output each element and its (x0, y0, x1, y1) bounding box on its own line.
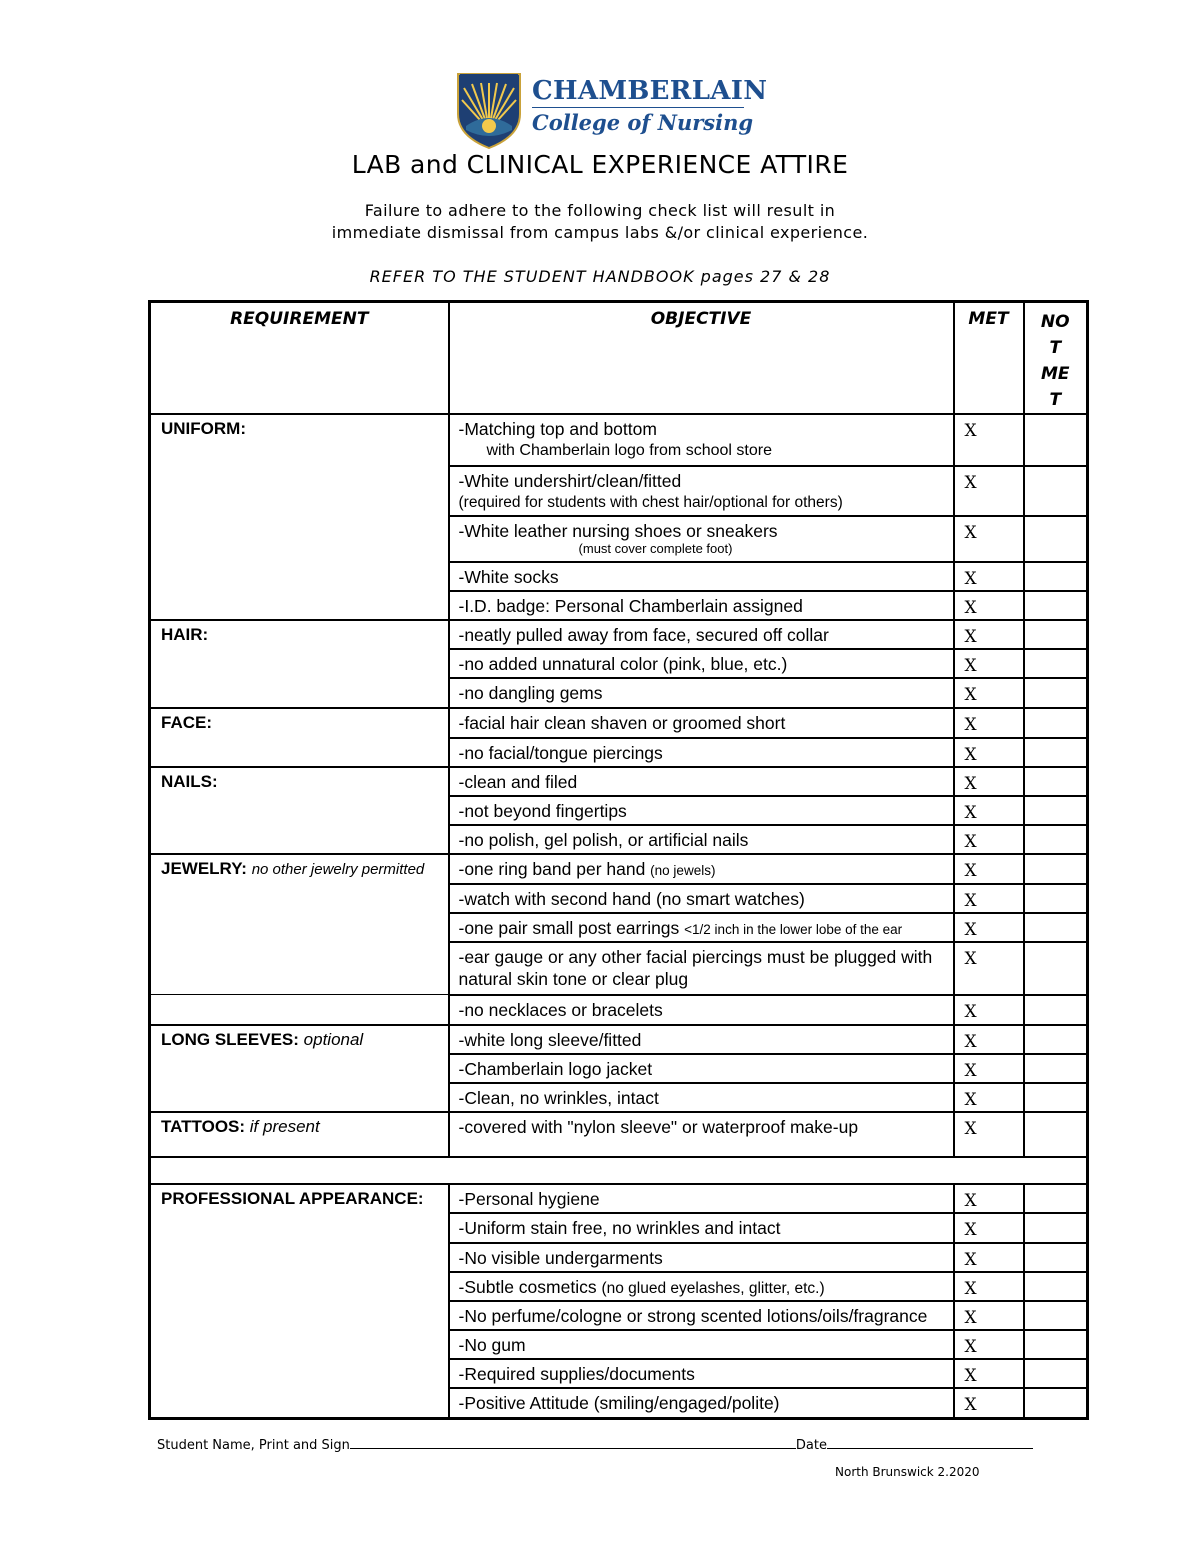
objective-subtext: (required for students with chest hair/optional for others) (458, 493, 843, 511)
header-not-met-line: NO (1040, 312, 1070, 332)
met-mark: X (954, 854, 1024, 884)
met-mark: X (954, 825, 1024, 854)
header-not-met-line: ME (1040, 364, 1070, 384)
header-requirement: REQUIREMENT (150, 302, 449, 415)
objective-text: -White undershirt/clean/fitted (458, 470, 682, 491)
logo-college-name: CHAMBERLAIN (532, 76, 768, 106)
category-uniform (150, 414, 449, 620)
category-hair (150, 620, 449, 707)
not-met-cell (1024, 1083, 1088, 1112)
not-met-cell (1024, 854, 1088, 884)
handbook-reference: REFER TO THE STUDENT HANDBOOK pages 27 & 28 (369, 267, 831, 286)
met-mark: X (954, 708, 1024, 738)
header-met: MET (954, 302, 1024, 415)
not-met-cell (1024, 516, 1088, 562)
not-met-cell (1024, 1213, 1088, 1242)
objective-cell: -Required supplies/documents (449, 1359, 954, 1388)
met-mark: X (954, 942, 1024, 994)
not-met-cell (1024, 884, 1088, 913)
table-row (150, 995, 1088, 1025)
objective-cell (449, 913, 954, 942)
met-mark: X (954, 884, 1024, 913)
table-header-row (150, 302, 1088, 415)
category-nails (150, 767, 449, 854)
objective-cell (449, 516, 954, 562)
met-mark: X (954, 562, 1024, 591)
met-mark: X (954, 1359, 1024, 1388)
objective-subtext: (no glued eyelashes, glitter, etc.) (601, 1279, 825, 1297)
category-tattoos (150, 1112, 449, 1157)
not-met-cell (1024, 1243, 1088, 1272)
not-met-cell (1024, 796, 1088, 825)
table-row (150, 1184, 1088, 1213)
attire-checklist-table (148, 300, 1089, 1420)
objective-cell: -watch with second hand (no smart watches) (449, 884, 954, 913)
table-row (150, 708, 1088, 738)
table-row (150, 414, 1088, 465)
objective-cell (449, 466, 954, 516)
category-label: JEWELRY: (161, 859, 247, 879)
not-met-cell (1024, 591, 1088, 620)
met-mark: X (954, 1243, 1024, 1272)
category-label: LONG SLEEVES: (161, 1029, 299, 1049)
college-seal-icon (456, 70, 522, 150)
objective-cell: -neatly pulled away from face, secured off collar (449, 620, 954, 649)
objective-cell (449, 414, 954, 465)
objective-subtext: (no jewels) (650, 863, 716, 879)
page-title: LAB and CLINICAL EXPERIENCE ATTIRE (351, 150, 849, 179)
objective-cell: -Clean, no wrinkles, intact (449, 1083, 954, 1112)
logo-subtitle: College of Nursing (532, 110, 754, 135)
category-professional-appearance (150, 1184, 449, 1418)
met-mark: X (954, 1054, 1024, 1083)
met-mark: X (954, 1388, 1024, 1418)
objective-cell: -I.D. badge: Personal Chamberlain assigned (449, 591, 954, 620)
header-objective: OBJECTIVE (449, 302, 954, 415)
category-label: TATTOOS: (161, 1117, 246, 1137)
category-jewelry-continued (150, 995, 449, 1025)
category-long-sleeves (150, 1025, 449, 1112)
student-name-label: Student Name, Print and Sign (157, 1438, 350, 1453)
objective-cell: -No perfume/cologne or strong scented lotions/oils/fragrance (449, 1301, 954, 1330)
objective-cell: -no necklaces or bracelets (449, 995, 954, 1025)
not-met-cell (1024, 1301, 1088, 1330)
header-not-met-line: T (1049, 338, 1062, 358)
category-label: HAIR: (161, 625, 209, 645)
objective-cell: -No gum (449, 1330, 954, 1359)
met-mark: X (954, 767, 1024, 796)
warning-line-1: Failure to adhere to the following check list will result in (364, 201, 836, 220)
met-mark: X (954, 678, 1024, 707)
objective-cell: -not beyond fingertips (449, 796, 954, 825)
objective-cell: -Personal hygiene (449, 1184, 954, 1213)
warning-text (0, 200, 1200, 244)
met-mark: X (954, 1213, 1024, 1242)
not-met-cell (1024, 562, 1088, 591)
objective-cell: -Positive Attitude (smiling/engaged/polite) (449, 1388, 954, 1418)
met-mark: X (954, 1301, 1024, 1330)
not-met-cell (1024, 1359, 1088, 1388)
category-jewelry (150, 854, 449, 995)
header-not-met-line: T (1049, 390, 1062, 410)
met-mark: X (954, 1083, 1024, 1112)
met-mark: X (954, 591, 1024, 620)
objective-cell (449, 942, 954, 994)
met-mark: X (954, 620, 1024, 649)
not-met-cell (1024, 1054, 1088, 1083)
met-mark: X (954, 913, 1024, 942)
category-face (150, 708, 449, 767)
date-label: Date (795, 1438, 827, 1453)
logo-divider (532, 107, 744, 108)
not-met-cell (1024, 1272, 1088, 1301)
met-mark: X (954, 1330, 1024, 1359)
date-field[interactable] (827, 1436, 1033, 1449)
met-mark: X (954, 466, 1024, 516)
table-row (150, 767, 1088, 796)
spacer-cell (150, 1157, 1088, 1184)
objective-text: -Matching top and bottom (458, 419, 657, 440)
objective-cell: -Chamberlain logo jacket (449, 1054, 954, 1083)
objective-cell: -no facial/tongue piercings (449, 738, 954, 767)
not-met-cell (1024, 767, 1088, 796)
objective-cell: -white long sleeve/fitted (449, 1025, 954, 1054)
table-spacer-row (150, 1157, 1088, 1184)
not-met-cell (1024, 995, 1088, 1025)
met-mark: X (954, 738, 1024, 767)
not-met-cell (1024, 1025, 1088, 1054)
met-mark: X (954, 1184, 1024, 1213)
table-row (150, 620, 1088, 649)
not-met-cell (1024, 738, 1088, 767)
met-mark: X (954, 649, 1024, 678)
chamberlain-logo (456, 70, 768, 150)
not-met-cell (1024, 1184, 1088, 1213)
objective-cell: -no added unnatural color (pink, blue, etc.) (449, 649, 954, 678)
table-row (150, 854, 1088, 884)
table-row (150, 1025, 1088, 1054)
objective-text: -one ring band per hand (458, 859, 651, 880)
objective-cell: -White socks (449, 562, 954, 591)
not-met-cell (1024, 708, 1088, 738)
objective-cell (449, 1272, 954, 1301)
category-label: PROFESSIONAL APPEARANCE: (161, 1189, 424, 1209)
not-met-cell (1024, 414, 1088, 465)
table-row (150, 1112, 1088, 1157)
not-met-cell (1024, 913, 1088, 942)
met-mark: X (954, 414, 1024, 465)
category-label: FACE: (161, 712, 212, 732)
objective-text: natural skin tone or clear plug (458, 969, 689, 990)
objective-subtext: (must cover complete foot) (578, 540, 733, 556)
category-note: optional (303, 1029, 364, 1049)
objective-subtext: with Chamberlain logo from school store (486, 442, 772, 460)
not-met-cell (1024, 678, 1088, 707)
not-met-cell (1024, 1112, 1088, 1157)
objective-cell: -facial hair clean shaven or groomed short (449, 708, 954, 738)
not-met-cell (1024, 1330, 1088, 1359)
student-name-field[interactable] (350, 1436, 796, 1449)
objective-cell: -no dangling gems (449, 678, 954, 707)
not-met-cell (1024, 942, 1088, 994)
warning-line-2: immediate dismissal from campus labs &/or clinical experience. (331, 223, 869, 242)
objective-cell: -clean and filed (449, 767, 954, 796)
objective-text: -White leather nursing shoes or sneakers (458, 520, 778, 541)
objective-text: -ear gauge or any other facial piercings must be plugged with (458, 947, 933, 968)
objective-text: -one pair small post earrings (458, 918, 685, 939)
signature-line (157, 1436, 1033, 1453)
header-not-met (1024, 302, 1088, 415)
objective-cell (449, 854, 954, 884)
category-label: UNIFORM: (161, 419, 246, 439)
category-label: NAILS: (161, 771, 218, 791)
met-mark: X (954, 995, 1024, 1025)
met-mark: X (954, 796, 1024, 825)
objective-cell: -no polish, gel polish, or artificial nails (449, 825, 954, 854)
not-met-cell (1024, 825, 1088, 854)
objective-cell: -Uniform stain free, no wrinkles and intact (449, 1213, 954, 1242)
met-mark: X (954, 516, 1024, 562)
objective-text: -Subtle cosmetics (458, 1276, 602, 1297)
category-note: no other jewelry permitted (251, 861, 425, 879)
not-met-cell (1024, 1388, 1088, 1418)
objective-cell: -covered with "nylon sleeve" or waterproof make-up (449, 1112, 954, 1157)
category-note: if present (249, 1117, 320, 1137)
met-mark: X (954, 1025, 1024, 1054)
location-date-note: North Brunswick 2.2020 (835, 1465, 980, 1479)
met-mark: X (954, 1112, 1024, 1157)
not-met-cell (1024, 620, 1088, 649)
not-met-cell (1024, 649, 1088, 678)
met-mark: X (954, 1272, 1024, 1301)
objective-subtext: <1/2 inch in the lower lobe of the ear (684, 922, 903, 938)
not-met-cell (1024, 466, 1088, 516)
objective-cell: -No visible undergarments (449, 1243, 954, 1272)
